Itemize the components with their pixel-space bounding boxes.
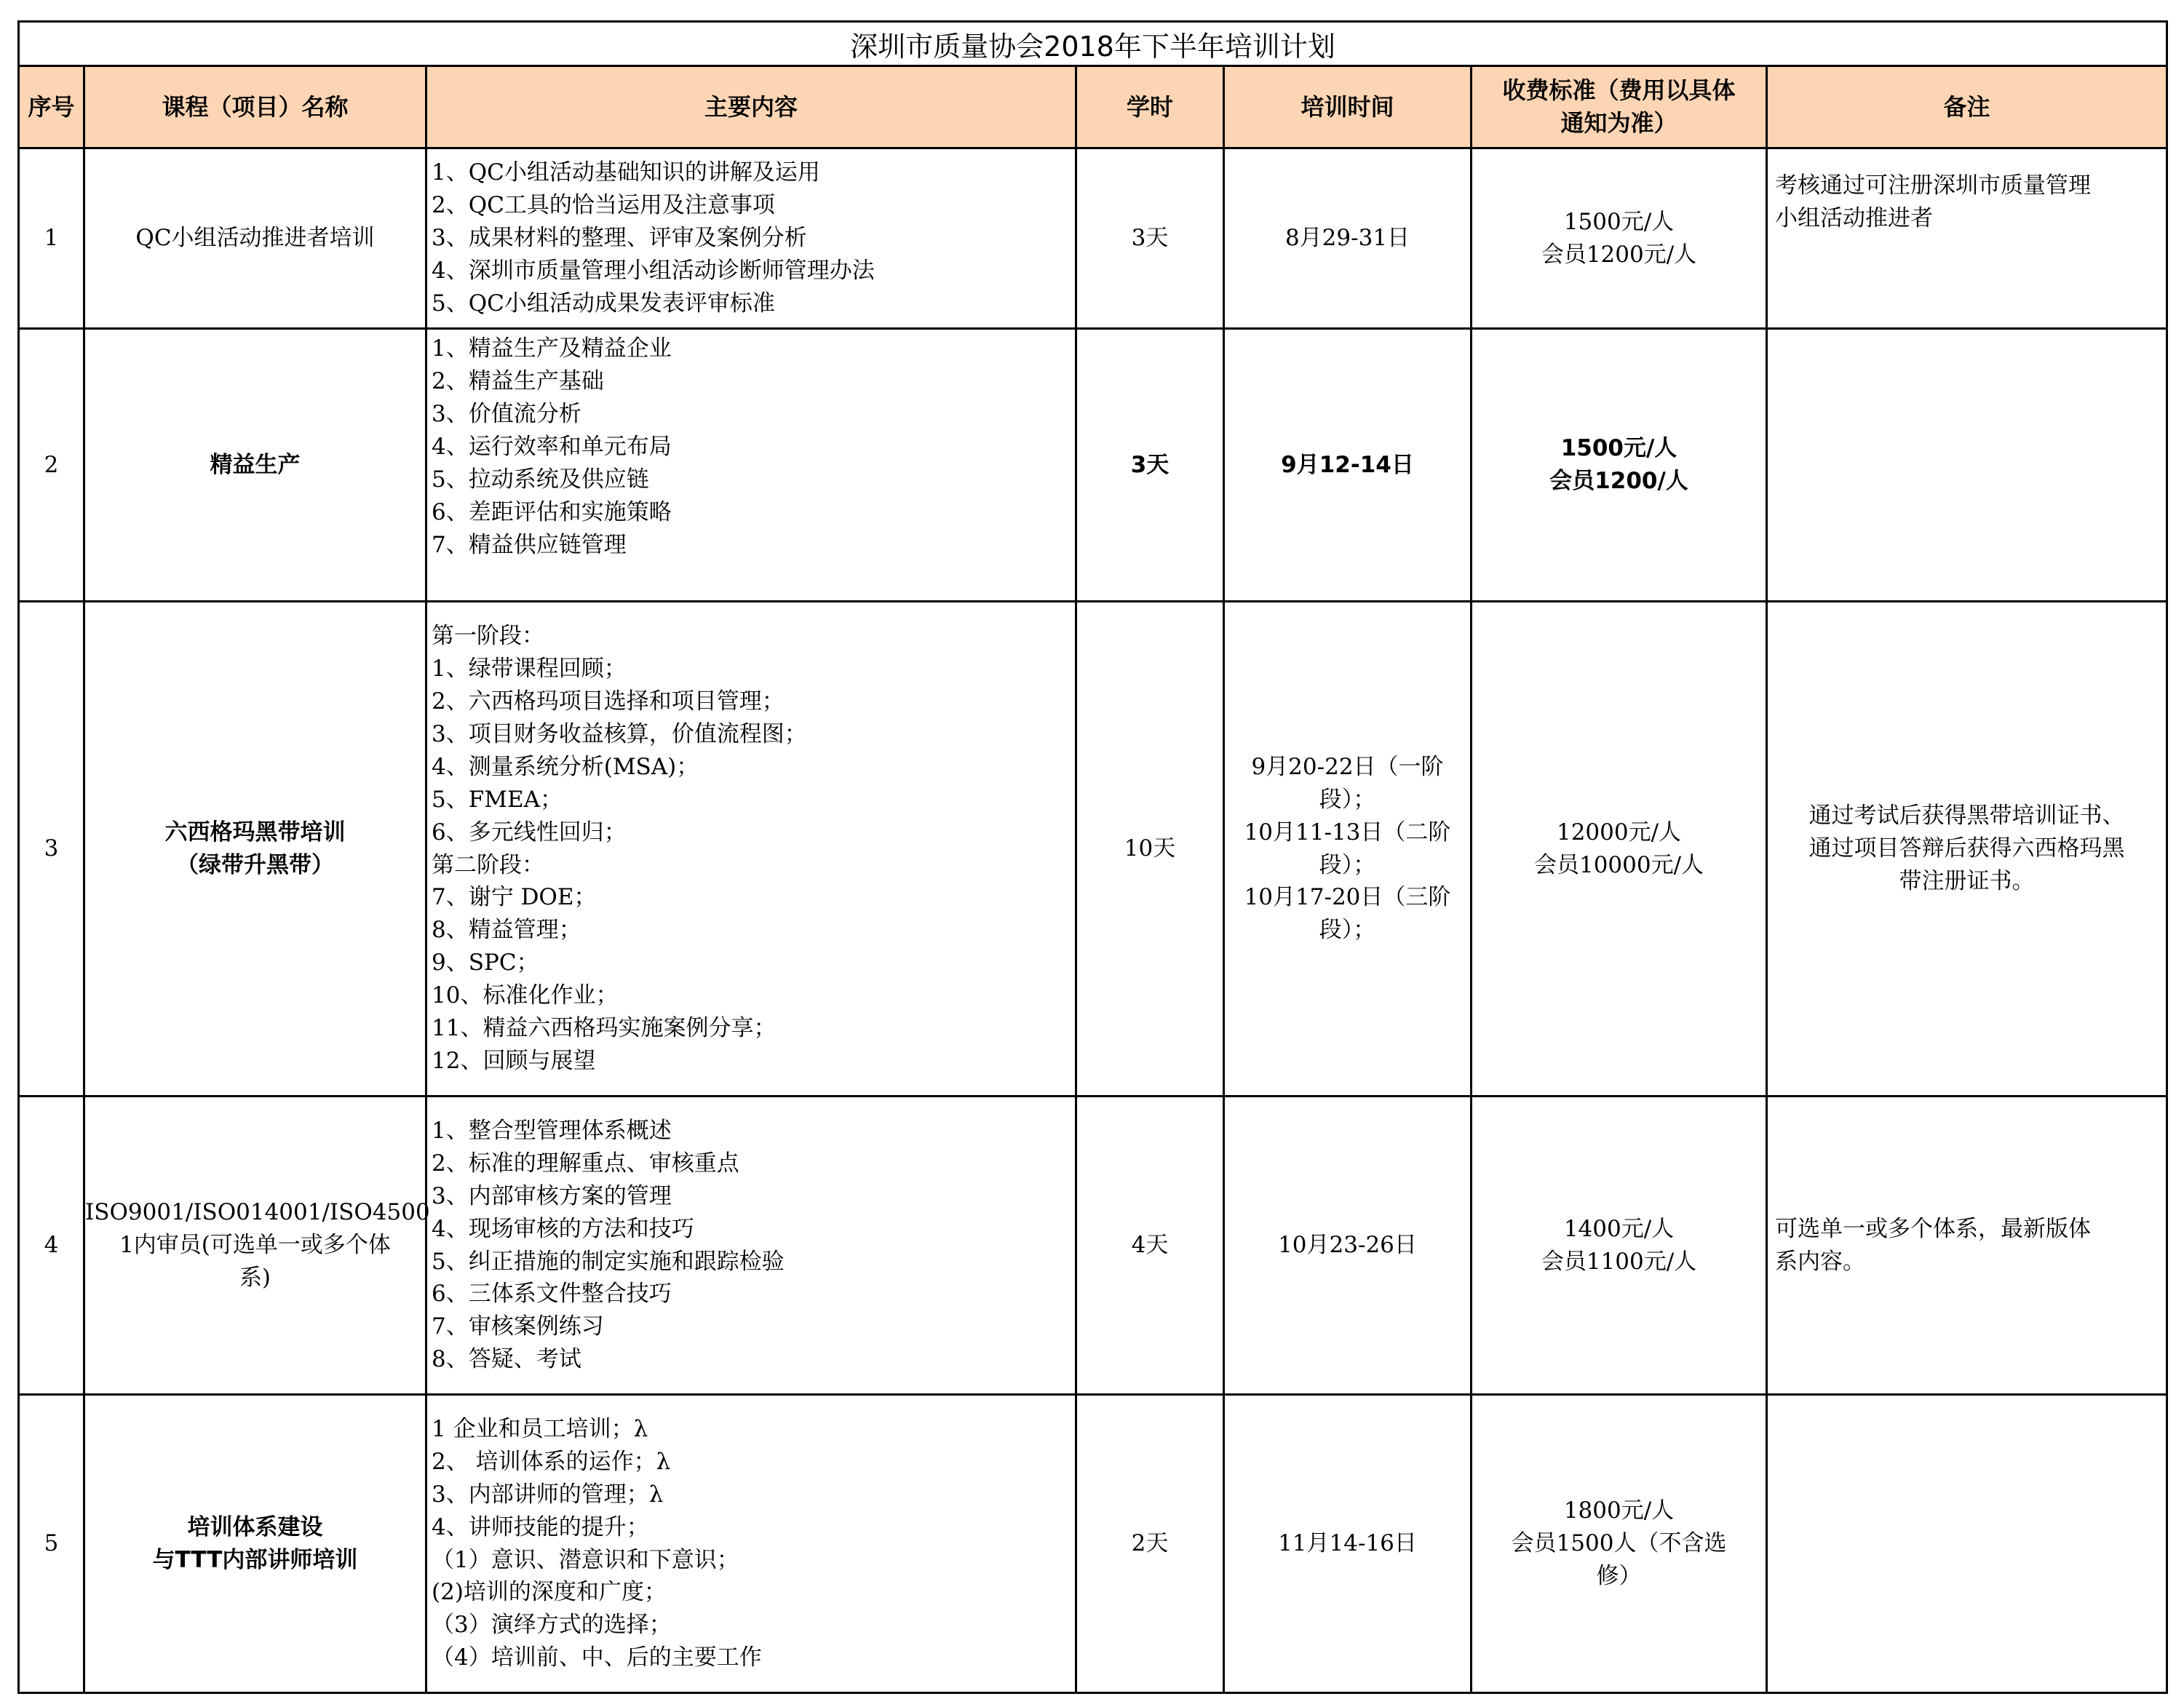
cell-fee: 1500元/人 会员1200元/人 — [1472, 148, 1767, 329]
cell-remark — [1767, 329, 2167, 602]
cell-course: ISO9001/ISO014001/ISO4500 1内审员(可选单一或多个体 系) — [84, 1097, 426, 1395]
cell-time: 9月20-22日（一阶 段）； 10月11-13日（二阶 段）； 10月17-20日（三阶 段）； — [1224, 602, 1472, 1097]
cell-seq: 1 — [19, 148, 84, 329]
header-remark: 备注 — [1767, 66, 2167, 148]
table-row — [19, 329, 2167, 602]
cell-time: 9月12-14日 — [1224, 329, 1472, 602]
cell-content: 1、整合型管理体系概述 2、标准的理解重点、审核重点 3、内部审核方案的管理 4、现场审核的方法和技巧 5、纠正措施的制定实施和跟踪检验 6、三体系文件整合技巧 7、审核案例练习 8、答疑、考试 — [426, 1097, 1076, 1395]
cell-seq: 3 — [19, 602, 84, 1097]
cell-fee: 1400元/人 会员1100元/人 — [1472, 1097, 1767, 1395]
table-row — [19, 1097, 2167, 1395]
cell-seq: 4 — [19, 1097, 84, 1395]
header-content: 主要内容 — [426, 66, 1076, 148]
training-plan-table — [17, 20, 2168, 1694]
header-course: 课程（项目）名称 — [84, 66, 426, 148]
cell-fee: 1800元/人 会员1500人（不含选 修） — [1472, 1395, 1767, 1693]
cell-remark — [1767, 1395, 2167, 1693]
header-hours: 学时 — [1076, 66, 1224, 148]
cell-time: 8月29-31日 — [1224, 148, 1472, 329]
cell-course: 精益生产 — [84, 329, 426, 602]
header-seq: 序号 — [19, 66, 84, 148]
table-title: 深圳市质量协会2018年下半年培训计划 — [19, 22, 2167, 66]
cell-remark: 可选单一或多个体系，最新版体 系内容。 — [1767, 1097, 2167, 1395]
cell-fee: 12000元/人 会员10000元/人 — [1472, 602, 1767, 1097]
cell-fee: 1500元/人 会员1200/人 — [1472, 329, 1767, 602]
cell-seq: 5 — [19, 1395, 84, 1693]
cell-hours: 3天 — [1076, 329, 1224, 602]
cell-seq: 2 — [19, 329, 84, 602]
cell-hours: 4天 — [1076, 1097, 1224, 1395]
cell-hours: 10天 — [1076, 602, 1224, 1097]
cell-remark: 通过考试后获得黑带培训证书、 通过项目答辩后获得六西格玛黑 带注册证书。 — [1767, 602, 2167, 1097]
cell-time: 11月14-16日 — [1224, 1395, 1472, 1693]
cell-hours: 2天 — [1076, 1395, 1224, 1693]
training-plan-sheet — [17, 20, 2166, 1694]
table-row — [19, 602, 2167, 1097]
table-row — [19, 1395, 2167, 1693]
cell-content: 1 企业和员工培训；λ 2、 培训体系的运作；λ 3、内部讲师的管理；λ 4、讲师技能的提升； （1）意识、潜意识和下意识； (2)培训的深度和广度； （3）演绎方式的选择； （4）培训前、中、后的主要工作 — [426, 1395, 1076, 1693]
cell-content: 第一阶段： 1、绿带课程回顾； 2、六西格玛项目选择和项目管理； 3、项目财务收益核算，价值流程图； 4、测量系统分析(MSA)； 5、FMEA； 6、多元线性回归； 第二阶段： 7、谢宁 DOE； 8、精益管理； 9、SPC； 10、标准化作业； 11、精益六西格玛实施案例分享； 12、回顾与展望 — [426, 602, 1076, 1097]
cell-content: 1、精益生产及精益企业 2、精益生产基础 3、价值流分析 4、运行效率和单元布局 5、拉动系统及供应链 6、差距评估和实施策略 7、精益供应链管理 — [426, 329, 1076, 602]
header-time: 培训时间 — [1224, 66, 1472, 148]
cell-course: QC小组活动推进者培训 — [84, 148, 426, 329]
table-row — [19, 148, 2167, 329]
cell-content: 1、QC小组活动基础知识的讲解及运用 2、QC工具的恰当运用及注意事项 3、成果材料的整理、评审及案例分析 4、深圳市质量管理小组活动诊断师管理办法 5、QC小组活动成果发表评审标准 — [426, 148, 1076, 329]
header-row — [19, 66, 2167, 148]
cell-course: 培训体系建设 与TTT内部讲师培训 — [84, 1395, 426, 1693]
cell-hours: 3天 — [1076, 148, 1224, 329]
cell-course: 六西格玛黑带培训 （绿带升黑带） — [84, 602, 426, 1097]
cell-time: 10月23-26日 — [1224, 1097, 1472, 1395]
cell-remark: 考核通过可注册深圳市质量管理 小组活动推进者 — [1767, 148, 2167, 329]
header-fee: 收费标准（费用以具体 通知为准） — [1472, 66, 1767, 148]
